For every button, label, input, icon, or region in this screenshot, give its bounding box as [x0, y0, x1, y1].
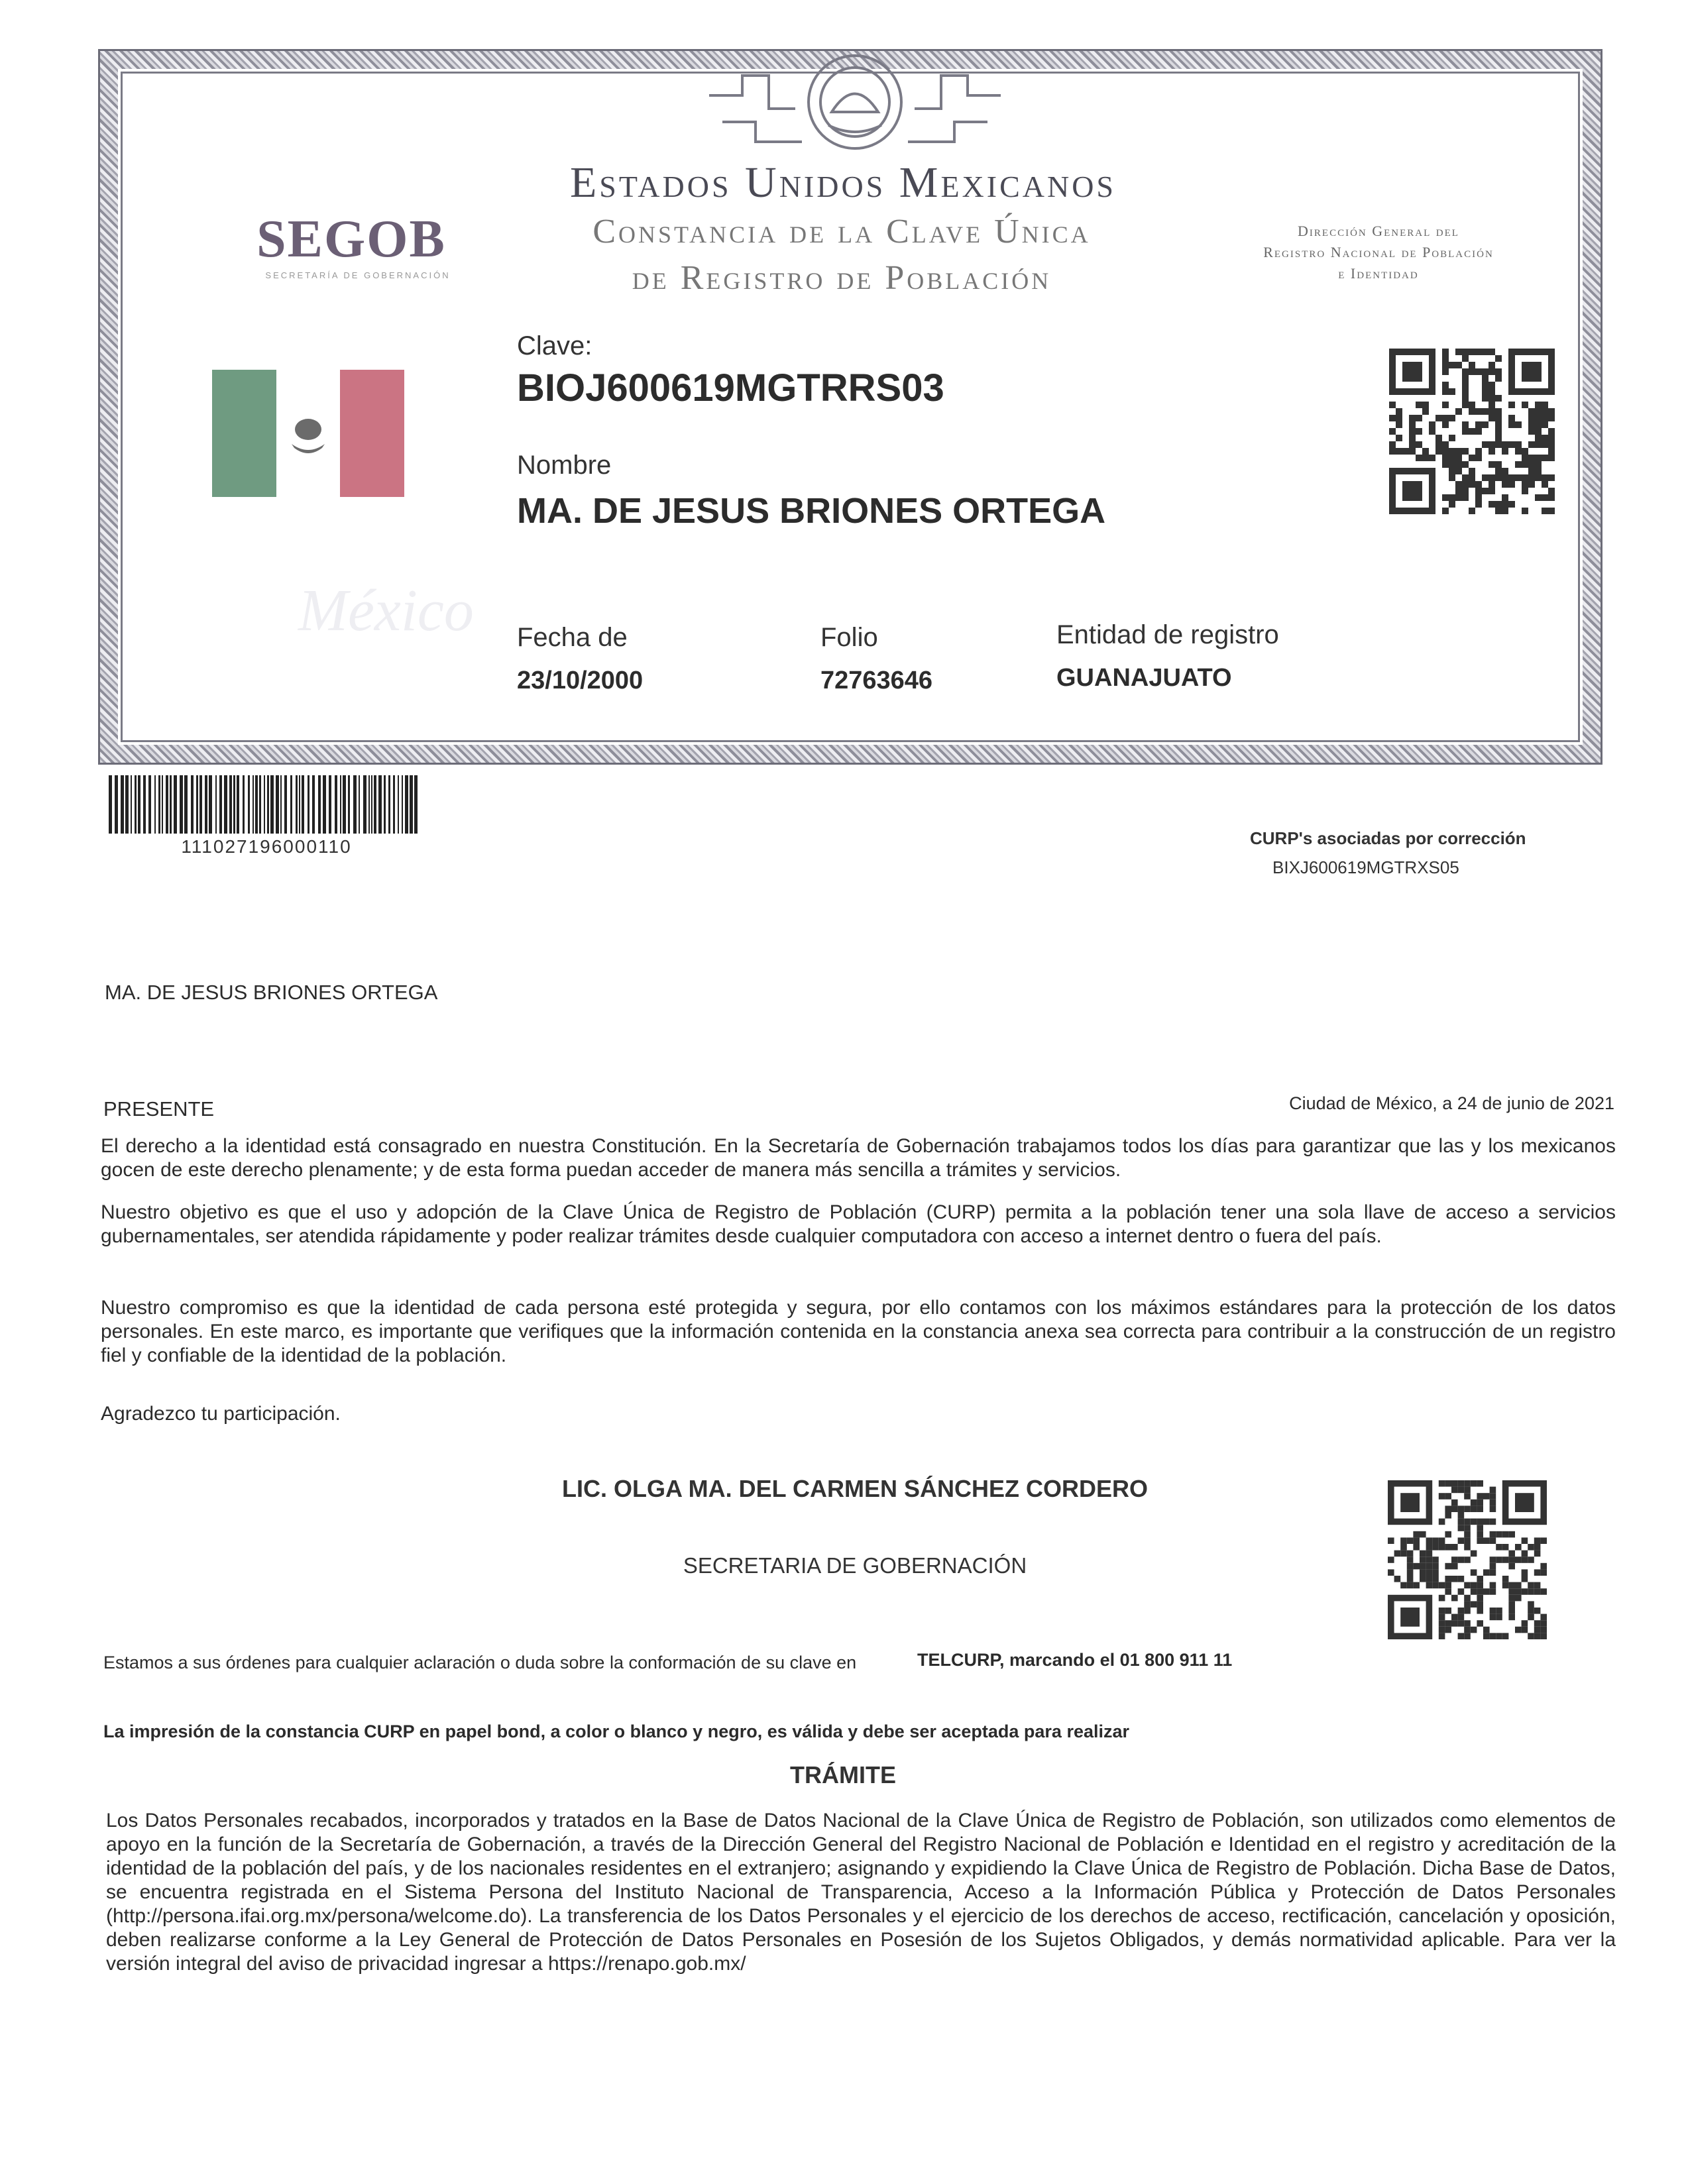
country-heading: Estados Unidos Mexicanos	[569, 158, 1117, 207]
signer-name: LIC. OLGA MA. DEL CARMEN SÁNCHEZ CORDERO	[561, 1475, 1148, 1502]
directorate-line3: e Identidad	[1338, 265, 1419, 282]
tramite-heading: TRÁMITE	[790, 1761, 896, 1788]
certificate-title-line1: Constancia de la Clave Única	[592, 213, 1091, 250]
signer-title: SECRETARIA DE GOBERNACIÓN	[683, 1553, 1027, 1578]
privacy-notice: Los Datos Personales recabados, incorporados y tratados en la Base de Datos Nacional de la Clave Única de Registro de Población, son utilizados como elementos de apoyo en la función de la Secretaría de Gobernación, a través de la Dirección General del Registro Nacional de Población e Identidad en el registro y acreditación de la identidad de la población del país, y de los nacionales residentes en el extranjero; asignando y expidiendo la Clave Única de Registro de Población. Dicha Base de Datos, se encuentra registrada en el Sistema Persona del Instituto Nacional de Transparencia, Acceso a la Información Pública y Protección de Datos Personales (http://persona.ifai.org.mx/persona/welcome.do). La transferencia de los Datos Personales y el ejercicio de los derechos de acceso, rectificación, cancelación y oposición, deben realizarse conforme a la Ley General de Protección de Datos Personales en Posesión de los Sujetos Obligados, y demás normatividad aplicable. Para ver la versión integral del aviso de privacidad ingresar a https://renapo.gob.mx/	[106, 1810, 1616, 1975]
folio-value: 72763646	[820, 667, 933, 694]
paragraph-identity-right: El derecho a la identidad está consagrado en nuestra Constitución. En la Secretaría de Gobernación trabajamos todos los días para garantizar que las y los mexicanos gocen de este derecho plenamente; y de esta forma puedan acceder de manera más sencilla a trámites y servicios.	[101, 1135, 1616, 1181]
clave-value: BIOJ600619MGTRRS03	[517, 366, 944, 410]
thanks-line: Agradezco tu participación.	[101, 1403, 341, 1425]
directorate-line1: Dirección General del	[1298, 223, 1459, 239]
mexico-watermark: México	[298, 578, 474, 643]
entidad-value: GUANAJUATO	[1056, 664, 1232, 692]
telcurp-contact: TELCURP, marcando el 01 800 911 11	[917, 1650, 1233, 1670]
certificate-title-line2: de Registro de Población	[632, 259, 1052, 297]
folio-label: Folio	[820, 623, 878, 652]
entidad-label: Entidad de registro	[1056, 620, 1279, 649]
directorate-line2: Registro Nacional de Población	[1263, 244, 1494, 260]
nombre-label: Nombre	[517, 451, 612, 480]
qr-code-icon	[1388, 1480, 1547, 1639]
paragraph-curp-objective: Nuestro objetivo es que el uso y adopción de la Clave Única de Registro de Población (CURP) permita a la población tener una sola llave de acceso a servicios gubernamentales, ser atendida rápidamente y poder realizar trámites desde cualquier computadora con acceso a internet dentro o fuera del país.	[101, 1201, 1616, 1247]
qr-code-icon	[1389, 349, 1555, 514]
fecha-value: 23/10/2000	[517, 667, 644, 694]
associated-curp-value: BIXJ600619MGTRXS05	[1272, 857, 1459, 877]
contact-text: Estamos a sus órdenes para cualquier aclaración o duda sobre la conformación de su clave en	[103, 1653, 857, 1672]
mexican-flag-icon	[212, 370, 404, 497]
barcode-number: 111027196000110	[181, 836, 352, 857]
place-and-date: Ciudad de México, a 24 de junio de 2021	[1289, 1093, 1614, 1113]
paragraph-data-protection: Nuestro compromiso es que la identidad de cada persona esté protegida y segura, por ello contamos con los máximos estándares para la protección de los datos personales. En este marco, es importante que verifiques que la información contenida en la constancia anexa sea correcta para contribuir a la construcción de un registro fiel y confiable de la identidad de la población.	[101, 1297, 1616, 1366]
presente: PRESENTE	[103, 1097, 215, 1120]
validity-note: La impresión de la constancia CURP en papel bond, a color o blanco y negro, es válida y debe ser aceptada para realizar	[103, 1721, 1130, 1741]
segob-logo: SEGOB	[256, 210, 446, 268]
national-seal-icon	[702, 49, 1007, 155]
barcode-icon	[109, 775, 424, 834]
fecha-label: Fecha de	[517, 623, 628, 652]
nombre-value: MA. DE JESUS BRIONES ORTEGA	[517, 491, 1106, 531]
associated-curp-label: CURP's asociadas por corrección	[1250, 828, 1526, 848]
recipient-name: MA. DE JESUS BRIONES ORTEGA	[105, 981, 438, 1004]
clave-label: Clave:	[517, 331, 592, 360]
segob-logo-subtitle: SECRETARÍA DE GOBERNACIÓN	[265, 270, 451, 280]
